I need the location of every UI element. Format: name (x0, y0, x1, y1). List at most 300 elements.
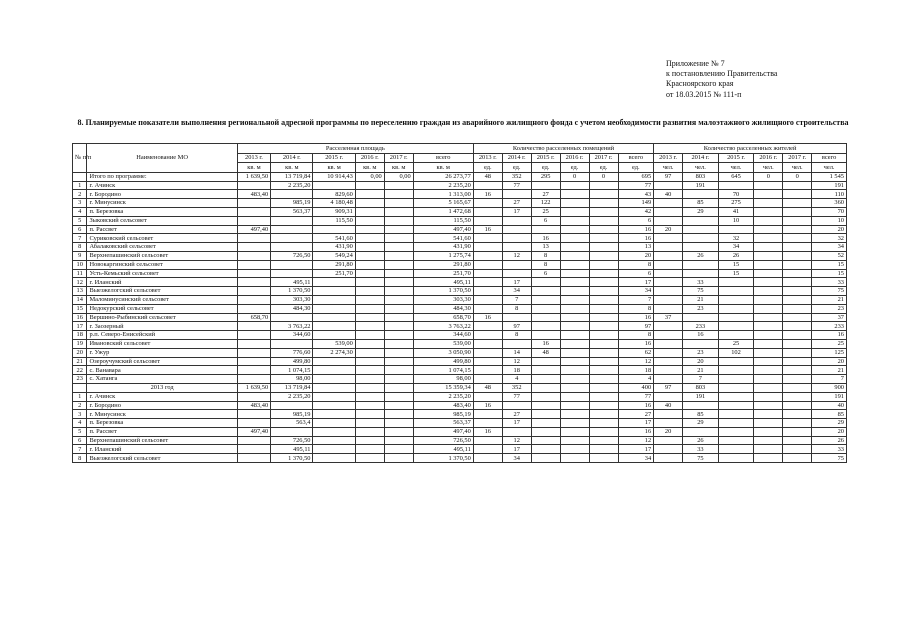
table-cell: 34 (718, 243, 754, 252)
table-cell (754, 295, 783, 304)
municipality-name: Маломинусинский сельсовет (87, 295, 237, 304)
table-cell: 29 (683, 419, 719, 428)
table-cell (473, 436, 502, 445)
table-cell: 484,30 (413, 304, 473, 313)
table-cell: 77 (618, 392, 654, 401)
table-cell: 1 370,50 (271, 287, 313, 296)
table-cell (384, 392, 413, 401)
table-cell: 102 (718, 348, 754, 357)
table-cell (237, 260, 270, 269)
table-cell: 563,4 (271, 419, 313, 428)
table-cell (355, 383, 384, 392)
row-number: 3 (73, 199, 87, 208)
table-cell: 16 (473, 427, 502, 436)
table-cell (473, 375, 502, 384)
table-cell: 34 (812, 243, 847, 252)
table-cell: 16 (531, 339, 560, 348)
table-row (73, 339, 847, 348)
table-cell (384, 419, 413, 428)
table-cell (355, 207, 384, 216)
table-row (73, 287, 847, 296)
table-cell (718, 383, 754, 392)
table-cell (754, 357, 783, 366)
table-cell (754, 375, 783, 384)
table-cell (384, 348, 413, 357)
table-cell (271, 225, 313, 234)
table-cell (384, 436, 413, 445)
table-cell (783, 269, 812, 278)
table-cell (531, 454, 560, 463)
table-cell (384, 357, 413, 366)
table-cell: 16 (473, 401, 502, 410)
table-cell: 26 273,77 (413, 172, 473, 181)
table-cell (355, 199, 384, 208)
table-cell: 20 (654, 225, 683, 234)
table-cell: 497,40 (237, 427, 270, 436)
table-cell (473, 410, 502, 419)
table-cell (355, 234, 384, 243)
table-cell (683, 313, 719, 322)
table-cell (237, 243, 270, 252)
table-cell (473, 207, 502, 216)
table-cell: 803 (683, 172, 719, 181)
table-cell (654, 260, 683, 269)
table-cell: 21 (683, 295, 719, 304)
table-cell (783, 436, 812, 445)
unit-header: чел. (654, 163, 683, 173)
table-cell (560, 278, 589, 287)
row-number: 6 (73, 436, 87, 445)
table-cell (654, 295, 683, 304)
table-cell (384, 401, 413, 410)
header-line: Приложение № 7 (666, 59, 725, 68)
table-cell: 726,50 (413, 436, 473, 445)
table-cell: 8 (502, 331, 531, 340)
table-cell: 985,19 (271, 410, 313, 419)
row-number (73, 172, 87, 181)
table-cell (718, 287, 754, 296)
table-cell: 658,70 (413, 313, 473, 322)
table-cell: 495,11 (413, 445, 473, 454)
table-cell: 26 (812, 436, 847, 445)
table-cell: 13 (531, 243, 560, 252)
table-cell (355, 427, 384, 436)
table-cell (754, 348, 783, 357)
table-cell (531, 366, 560, 375)
table-cell: 20 (812, 427, 847, 436)
table-cell (718, 181, 754, 190)
table-cell: 85 (683, 410, 719, 419)
table-cell: 726,50 (271, 251, 313, 260)
table-cell (560, 243, 589, 252)
municipality-name: 2013 год (87, 383, 237, 392)
table-cell (654, 304, 683, 313)
table-cell (473, 348, 502, 357)
table-cell: 125 (812, 348, 847, 357)
table-cell (313, 181, 355, 190)
table-cell: 6 (531, 216, 560, 225)
table-cell: 1 639,50 (237, 172, 270, 181)
table-cell: 497,40 (237, 225, 270, 234)
table-cell (683, 243, 719, 252)
table-cell (560, 348, 589, 357)
col-header-name: Наименование МО (87, 144, 237, 173)
table-cell (473, 419, 502, 428)
table-cell: 483,40 (237, 190, 270, 199)
table-cell (355, 375, 384, 384)
table-cell (355, 190, 384, 199)
table-cell (718, 304, 754, 313)
table-cell (718, 366, 754, 375)
row-number: 18 (73, 331, 87, 340)
table-row (73, 260, 847, 269)
table-cell (783, 331, 812, 340)
table-cell (783, 260, 812, 269)
table-cell (754, 207, 783, 216)
table-cell: 803 (683, 383, 719, 392)
table-row (73, 295, 847, 304)
table-cell (355, 269, 384, 278)
municipality-name: г. Ужур (87, 348, 237, 357)
table-row (73, 269, 847, 278)
table-cell (654, 322, 683, 331)
table-cell (271, 313, 313, 322)
table-cell (384, 375, 413, 384)
table-cell (589, 348, 618, 357)
table-cell (654, 348, 683, 357)
year-header: 2014 г. (271, 153, 313, 163)
table-cell (718, 410, 754, 419)
year-header: 2016 г. (355, 153, 384, 163)
table-cell (718, 322, 754, 331)
table-cell (654, 357, 683, 366)
table-row (73, 243, 847, 252)
table-cell (589, 419, 618, 428)
table-cell (560, 427, 589, 436)
municipality-name: г. Ачинск (87, 392, 237, 401)
table-cell: 23 (683, 304, 719, 313)
table-cell: 21 (812, 295, 847, 304)
table-cell (473, 181, 502, 190)
table-cell: 98,00 (413, 375, 473, 384)
row-number: 16 (73, 313, 87, 322)
table-cell: 344,60 (413, 331, 473, 340)
year-header: всего (812, 153, 847, 163)
table-cell: 27 (618, 410, 654, 419)
table-cell (237, 199, 270, 208)
table-row (73, 304, 847, 313)
table-cell: 303,30 (413, 295, 473, 304)
table-cell (271, 427, 313, 436)
table-cell: 70 (812, 207, 847, 216)
table-cell (271, 401, 313, 410)
table-cell (237, 251, 270, 260)
table-cell (589, 436, 618, 445)
table-row (73, 190, 847, 199)
table-cell (718, 445, 754, 454)
table-cell: 33 (683, 445, 719, 454)
table-cell: 352 (502, 383, 531, 392)
table-cell: 40 (812, 401, 847, 410)
table-cell (589, 181, 618, 190)
table-cell: 8 (531, 260, 560, 269)
table-cell (654, 436, 683, 445)
table-cell (355, 357, 384, 366)
table-cell (355, 339, 384, 348)
table-cell (560, 269, 589, 278)
table-cell (718, 357, 754, 366)
table-cell (502, 216, 531, 225)
table-cell (384, 234, 413, 243)
table-cell: 14 (502, 348, 531, 357)
table-cell (754, 339, 783, 348)
row-number: 20 (73, 348, 87, 357)
table-cell: 16 (473, 190, 502, 199)
table-cell (237, 278, 270, 287)
table-cell (237, 234, 270, 243)
table-cell: 70 (718, 190, 754, 199)
table-cell (589, 410, 618, 419)
table-cell: 34 (618, 454, 654, 463)
table-cell: 1 074,15 (413, 366, 473, 375)
table-cell (683, 427, 719, 436)
table-cell (589, 454, 618, 463)
table-cell: 16 (618, 427, 654, 436)
row-number: 5 (73, 216, 87, 225)
table-cell (560, 216, 589, 225)
table-cell (589, 269, 618, 278)
table-cell: 13 (618, 243, 654, 252)
municipality-name: Верхнепашинский сельсовет (87, 251, 237, 260)
table-row (73, 348, 847, 357)
table-cell: 77 (502, 392, 531, 401)
table-cell: 4 180,48 (313, 199, 355, 208)
table-cell: 233 (812, 322, 847, 331)
table-cell: 85 (812, 410, 847, 419)
table-cell: 499,80 (271, 357, 313, 366)
table-cell (355, 392, 384, 401)
table-cell (531, 181, 560, 190)
row-number: 4 (73, 419, 87, 428)
table-cell (718, 436, 754, 445)
year-header: 2013 г. (473, 153, 502, 163)
municipality-name: Зыковский сельсовет (87, 216, 237, 225)
table-cell (589, 383, 618, 392)
table-cell (473, 234, 502, 243)
table-cell: 20 (812, 357, 847, 366)
table-cell (754, 445, 783, 454)
table-cell (384, 339, 413, 348)
table-cell: 495,11 (271, 278, 313, 287)
table-cell: 985,19 (413, 410, 473, 419)
table-cell (718, 375, 754, 384)
table-cell (589, 357, 618, 366)
year-header: 2016 г. (754, 153, 783, 163)
table-row (73, 436, 847, 445)
table-cell (754, 216, 783, 225)
table-cell (718, 419, 754, 428)
table-cell (384, 445, 413, 454)
table-cell (560, 445, 589, 454)
table-cell (718, 401, 754, 410)
table-cell (313, 454, 355, 463)
table-cell: 645 (718, 172, 754, 181)
municipality-name: п. Рассвет (87, 225, 237, 234)
table-cell: 291,80 (413, 260, 473, 269)
table-cell (473, 251, 502, 260)
table-cell (355, 436, 384, 445)
table-cell (313, 445, 355, 454)
table-cell: 497,40 (413, 225, 473, 234)
table-cell (560, 251, 589, 260)
table-cell: 2 235,20 (413, 181, 473, 190)
table-cell: 295 (531, 172, 560, 181)
table-cell (237, 375, 270, 384)
header-line: Красноярского края (666, 79, 734, 89)
table-cell: 541,60 (313, 234, 355, 243)
table-cell (783, 216, 812, 225)
table-cell (384, 190, 413, 199)
table-cell: 7 (683, 375, 719, 384)
table-cell: 97 (654, 383, 683, 392)
municipality-name: п. Березовка (87, 419, 237, 428)
table-cell: 8 (618, 260, 654, 269)
table-cell (531, 419, 560, 428)
table-cell (754, 322, 783, 331)
table-cell: 1 545 (812, 172, 847, 181)
table-cell: 12 (618, 436, 654, 445)
table-cell (237, 207, 270, 216)
table-cell (683, 190, 719, 199)
table-cell: 75 (683, 454, 719, 463)
table-cell: 2 274,30 (313, 348, 355, 357)
table-cell: 17 (618, 419, 654, 428)
table-cell: 26 (683, 436, 719, 445)
table-cell: 1 472,68 (413, 207, 473, 216)
table-cell: 985,19 (271, 199, 313, 208)
table-cell: 25 (531, 207, 560, 216)
table-cell (237, 348, 270, 357)
table-cell: 1 313,00 (413, 190, 473, 199)
table-row (73, 410, 847, 419)
table-cell: 97 (654, 172, 683, 181)
unit-header: ед. (618, 163, 654, 173)
table-cell: 10 (812, 216, 847, 225)
table-cell: 10 914,43 (313, 172, 355, 181)
table-cell: 15 359,34 (413, 383, 473, 392)
table-cell (654, 445, 683, 454)
table-cell (754, 383, 783, 392)
table-cell: 40 (654, 190, 683, 199)
table-cell (783, 401, 812, 410)
table-row (73, 313, 847, 322)
table-cell (654, 234, 683, 243)
table-cell (502, 401, 531, 410)
table-cell (384, 199, 413, 208)
table-cell (718, 225, 754, 234)
table-cell (754, 234, 783, 243)
group-header-rooms: Количество расселенных помещений (473, 144, 653, 154)
year-header: 2016 г. (560, 153, 589, 163)
table-cell: 6 (531, 269, 560, 278)
table-cell: 16 (531, 234, 560, 243)
year-header: 2013 г. (654, 153, 683, 163)
table-cell (589, 445, 618, 454)
table-cell (560, 454, 589, 463)
table-cell: 85 (683, 199, 719, 208)
table-cell (754, 331, 783, 340)
year-header: 2015 г. (531, 153, 560, 163)
table-cell (355, 251, 384, 260)
table-cell: 48 (531, 348, 560, 357)
table-cell (531, 287, 560, 296)
table-cell: 32 (718, 234, 754, 243)
table-cell (783, 410, 812, 419)
table-cell (237, 339, 270, 348)
row-number: 3 (73, 410, 87, 419)
table-cell: 2 235,20 (413, 392, 473, 401)
table-cell (313, 419, 355, 428)
table-cell (589, 304, 618, 313)
table-row (73, 322, 847, 331)
table-cell (560, 207, 589, 216)
table-cell (473, 269, 502, 278)
table-row (73, 199, 847, 208)
table-cell (531, 401, 560, 410)
table-cell (589, 278, 618, 287)
table-cell (237, 366, 270, 375)
table-cell (313, 322, 355, 331)
row-number: 11 (73, 269, 87, 278)
table-cell (718, 295, 754, 304)
table-cell (384, 207, 413, 216)
table-cell: 191 (683, 392, 719, 401)
table-cell (531, 225, 560, 234)
unit-header: ед. (589, 163, 618, 173)
table-cell (473, 304, 502, 313)
table-cell: 115,50 (413, 216, 473, 225)
year-header: 2014 г. (502, 153, 531, 163)
municipality-name: Вершино-Рыбинский сельсовет (87, 313, 237, 322)
table-cell: 48 (473, 383, 502, 392)
table-cell: 251,70 (413, 269, 473, 278)
table-cell: 20 (683, 357, 719, 366)
table-cell: 400 (618, 383, 654, 392)
table-cell (754, 251, 783, 260)
table-row (73, 383, 847, 392)
table-cell (589, 190, 618, 199)
table-cell (237, 331, 270, 340)
table-cell (473, 454, 502, 463)
table-cell (531, 357, 560, 366)
table-cell: 499,80 (413, 357, 473, 366)
table-cell (355, 243, 384, 252)
table-cell (384, 313, 413, 322)
table-cell (355, 366, 384, 375)
municipality-name: г. Заозерный (87, 322, 237, 331)
table-cell (589, 295, 618, 304)
table-cell (237, 410, 270, 419)
table-cell: 16 (618, 401, 654, 410)
table-cell (502, 427, 531, 436)
municipality-name: Усть-Кемьский сельсовет (87, 269, 237, 278)
table-cell (384, 427, 413, 436)
table-cell (754, 199, 783, 208)
unit-header: кв. м (237, 163, 270, 173)
unit-header: чел. (718, 163, 754, 173)
table-cell (355, 304, 384, 313)
table-cell (313, 401, 355, 410)
